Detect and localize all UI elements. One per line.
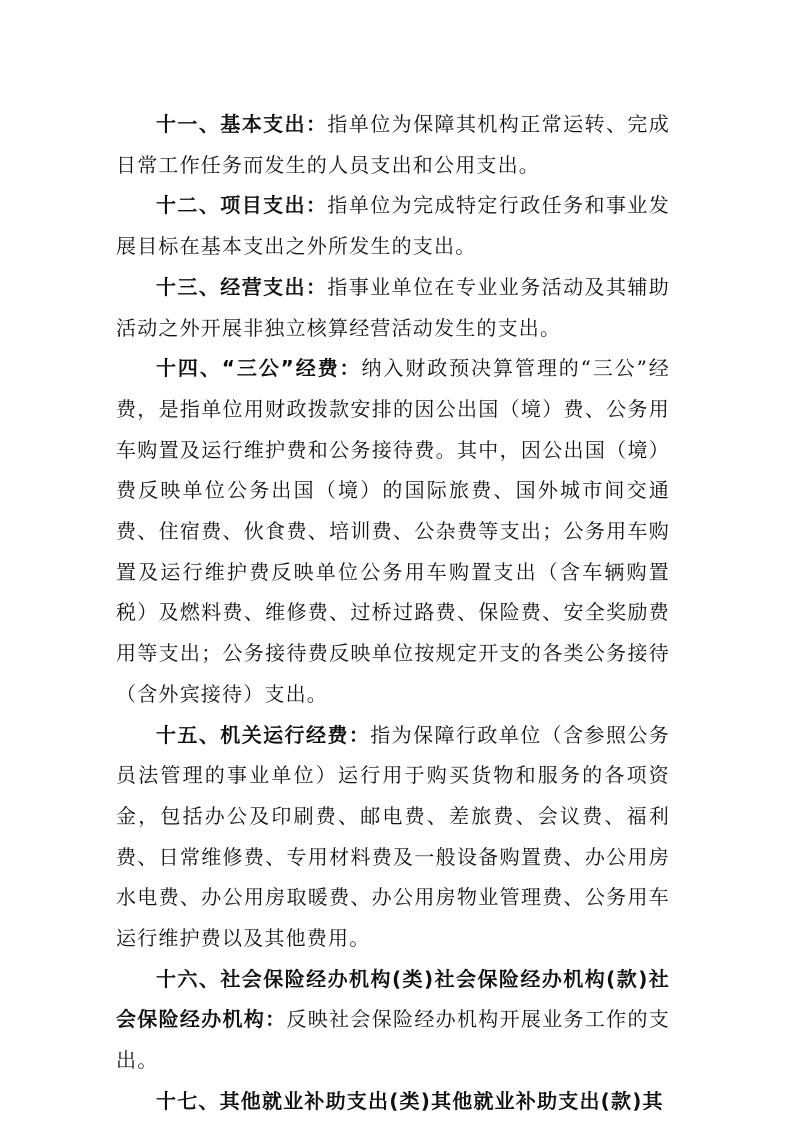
term-three-public-expenses: 十四、“三公”经费： [156, 356, 362, 381]
paragraph-agency-operating-funds [116, 715, 670, 959]
definition-three-public-expenses: 纳入财政预决算管理的“三公”经费，是指单位用财政拨款安排的因公出国（境）费、公务用车购置及运行维护费和公务接待费。其中，因公出国（境）费反映单位公务出国（境）的国际旅费、国外城市间交通费、住宿费、伙食费、培训费、公杂费等支出；公务用车购置及运行维护费反映单位公务用车购置支出（含车辆购置税）及燃料费、维修费、过桥过路费、保险费、安全奖励费用等支出；公务接待费反映单位按规定开支的各类公务接待（含外宾接待）支出。 [116, 356, 670, 706]
paragraph-project-expenditure [116, 185, 670, 266]
paragraph-other-employment-subsidy [116, 1081, 670, 1122]
definition-agency-operating-funds: 指为保障行政单位（含参照公务员法管理的事业单位）运行用于购买货物和服务的各项资金，包括办公及印刷费、邮电费、差旅费、会议费、福利费、日常维修费、专用材料费及一般设备购置费、办公用房水电费、办公用房取暖费、办公用房物业管理费、公务用车运行维护费以及其他费用。 [116, 722, 670, 951]
term-social-insurance-agencies: 十六、社会保险经办机构(类)社会保险经办机构(款)社会保险经办机构： [116, 966, 670, 1032]
paragraph-social-insurance-agencies [116, 959, 670, 1081]
definition-basic-expenditure: 指单位为保障其机构正常运转、完成日常工作任务而发生的人员支出和公用支出。 [116, 112, 670, 177]
term-other-employment-subsidy: 十七、其他就业补助支出(类)其他就业补助支出(款)其 [156, 1088, 664, 1113]
definition-operating-expenditure: 指事业单位在专业业务活动及其辅助活动之外开展非独立核算经营活动发生的支出。 [116, 274, 670, 340]
term-basic-expenditure: 十一、基本支出： [156, 112, 328, 136]
term-operating-expenditure: 十三、经营支出： [156, 274, 328, 299]
paragraph-basic-expenditure [116, 104, 670, 185]
paragraph-three-public-expenses [116, 348, 670, 714]
paragraph-operating-expenditure [116, 267, 670, 348]
definition-social-insurance-agencies: 反映社会保险经办机构开展业务工作的支出。 [116, 1007, 670, 1073]
definition-project-expenditure: 指单位为完成特定行政任务和事业发展目标在基本支出之外所发生的支出。 [116, 193, 670, 259]
document-page [116, 104, 670, 1122]
term-agency-operating-funds: 十五、机关运行经费： [156, 722, 371, 747]
term-project-expenditure: 十二、项目支出： [156, 193, 328, 218]
